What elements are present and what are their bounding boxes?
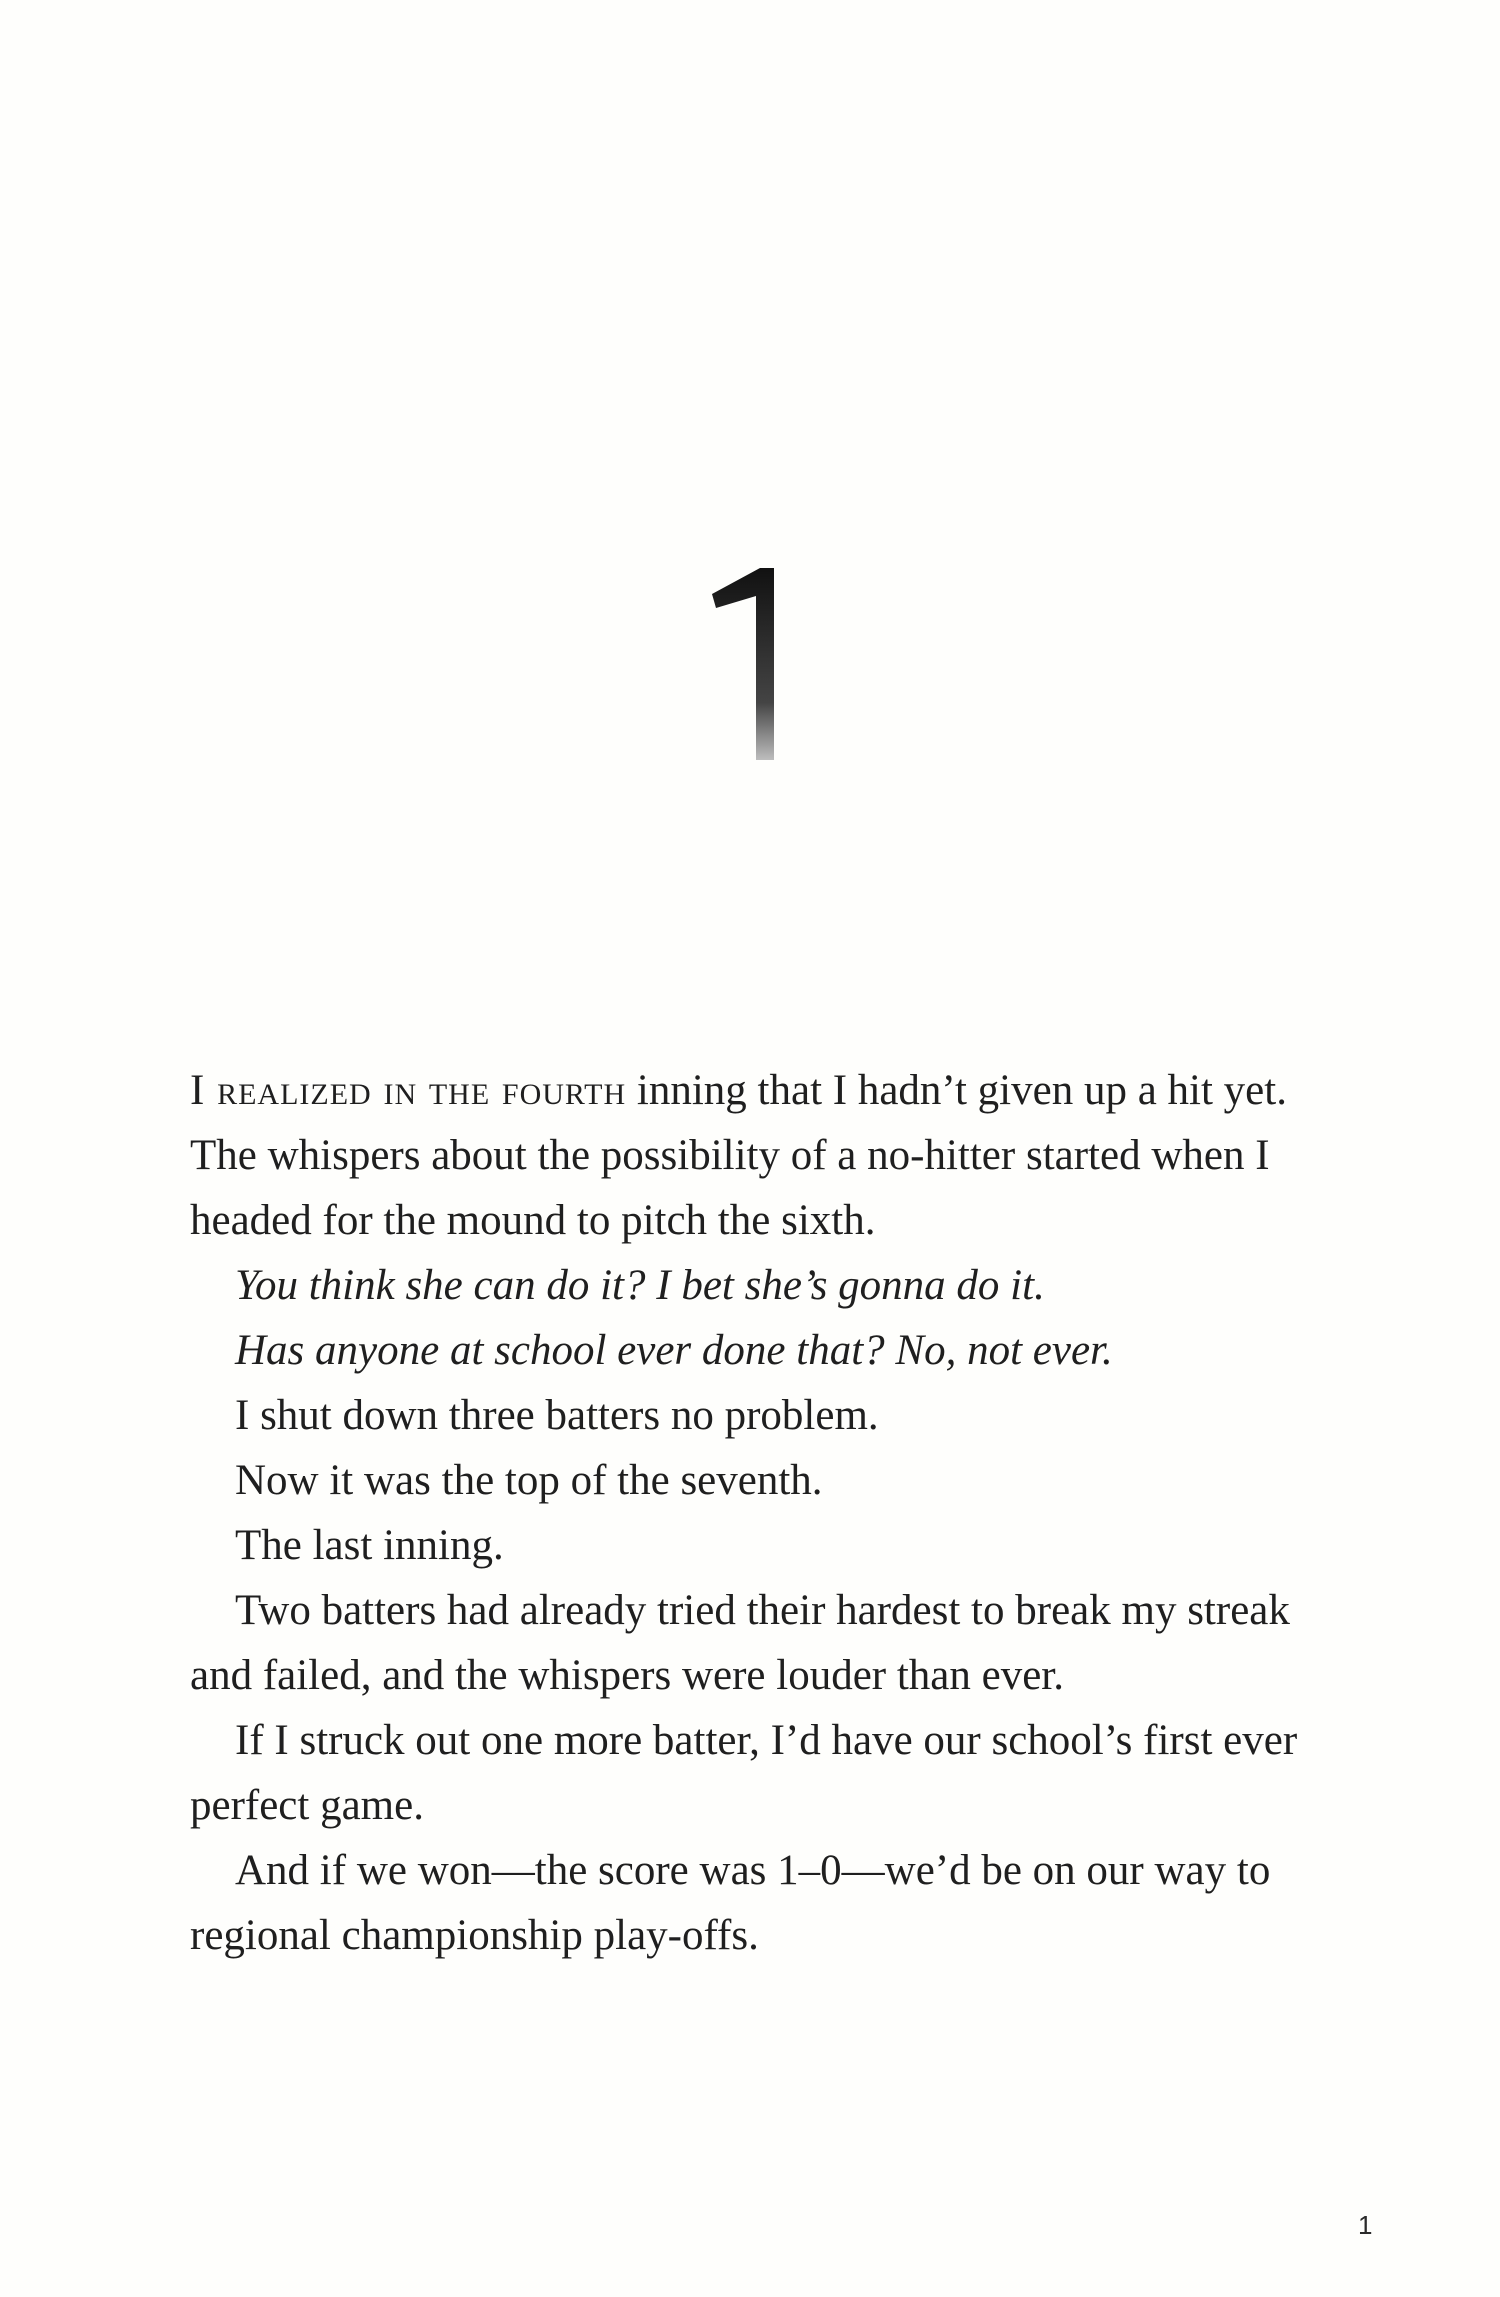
paragraph: The last inning. [235,1522,504,1569]
opening-paragraph [190,1058,1340,1253]
paragraph: Two batters had already tried their hardest to break my streak and failed, and the whispers were louder than ever. [190,1587,1290,1699]
chapter-number-glyph [700,560,800,760]
chapter-text [190,1058,1340,1968]
opening-smallcaps: I realized in the fourth [190,1067,627,1114]
chapter-number [700,560,800,760]
paragraph: And if we won—the score was 1–0—we’d be on our way to regional championship play-offs. [190,1847,1271,1959]
opening-rest: inning that I hadn’t given up a hit yet. The whispers about the possibility of a no-hitter started when I headed for the mound to pitch the sixth. [190,1067,1287,1244]
paragraph: I shut down three batters no problem. [235,1392,879,1439]
paragraph: Now it was the top of the seventh. [235,1457,823,1504]
page-number: 1 [1358,2210,1373,2240]
paragraph: You think she can do it? I bet she’s gonna do it. [235,1262,1045,1309]
paragraph: Has anyone at school ever done that? No, not ever. [235,1327,1113,1374]
paragraph: If I struck out one more batter, I’d have our school’s first ever perfect game. [190,1717,1298,1829]
